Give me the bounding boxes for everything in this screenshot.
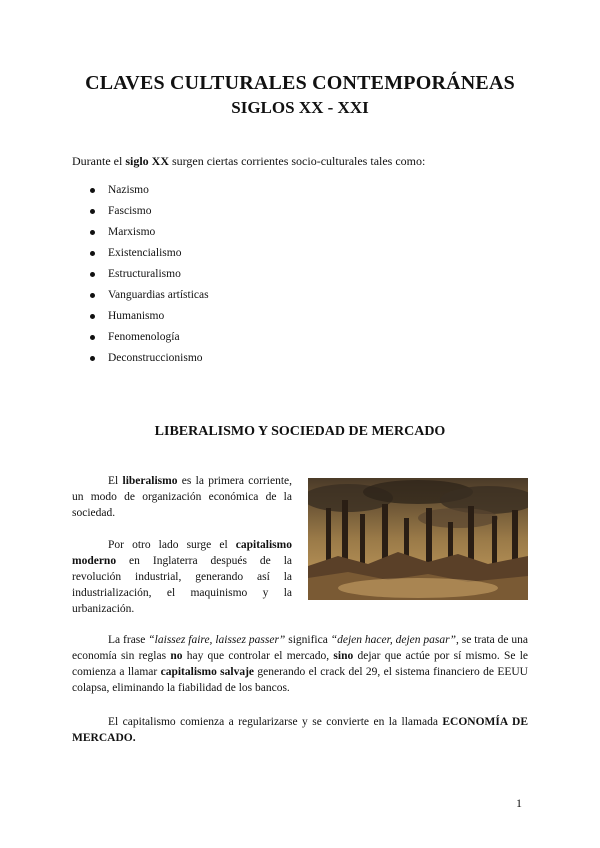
p1-text-c: es la primera corriente, un modo de organización económica de la sociedad. [72,475,292,519]
intro-bold: siglo XX [125,154,169,168]
p3-text-i: dejar que actúe por sí mismo. Se le comienza a llamar [72,650,528,678]
p3-text-e: , se trata de una economía sin reglas [72,634,528,662]
list-item: Humanismo [90,306,209,327]
p3-text-a: La frase [108,634,149,646]
p1-bold: liberalismo [122,475,178,487]
intro-paragraph [72,154,425,169]
page-number: 1 [516,796,522,810]
p1-text-a: El [108,475,123,487]
list-item: Estructuralismo [90,264,209,285]
document-title: CLAVES CULTURALES CONTEMPORÁNEAS [85,72,515,94]
p2-text-a: Por otro lado surge el [108,539,236,551]
list-item: Marxismo [90,222,209,243]
paragraph-liberalismo [72,473,292,521]
list-item: Nazismo [90,180,209,201]
p3-bold-capitalismo-salvaje: capitalismo salvaje [160,666,255,678]
p3-bold-sino: sino [333,650,354,662]
p2-text-c: en Inglaterra después de la revolución industrial, generando así la industrialización, el maquinismo y la urbanización. [72,555,292,615]
currents-list [90,180,209,369]
intro-suffix: surgen ciertas corrientes socio-culturales tales como: [168,154,426,168]
list-item: Deconstruccionismo [90,348,209,369]
list-item: Fenomenología [90,327,209,348]
p3-text-c: significa [285,634,331,646]
p3-italic-phrase: “laissez faire, laissez passer” [148,634,286,646]
p4-text-a: El capitalismo comienza a regularizarse y se convierte en la llamada [108,716,443,728]
industrial-revolution-image [308,478,528,600]
list-item: Fascismo [90,201,209,222]
p3-italic-translation: “dejen hacer, dejen pasar” [330,634,457,646]
p3-text-g: hay que controlar el mercado, [182,650,334,662]
p4-bold: ECONOMÍA DE MERCADO. [72,716,528,744]
document-subtitle: SIGLOS XX - XXI [231,98,369,117]
paragraph-capitalismo [72,537,292,617]
list-item: Existencialismo [90,243,209,264]
intro-prefix: Durante el [72,154,126,168]
p3-text-k: generando el crack del 29, el sistema financiero de EEUU colapsa, eliminando la fiabilidad de los bancos. [72,666,528,694]
factory-illustration [308,478,528,600]
paragraph-laissez-faire [72,632,528,696]
p3-bold-no: no [170,650,183,662]
section-heading: LIBERALISMO Y SOCIEDAD DE MERCADO [154,424,446,439]
p2-bold: capitalismo moderno [72,539,292,567]
list-item: Vanguardias artísticas [90,285,209,306]
paragraph-economia-mercado [72,714,528,746]
